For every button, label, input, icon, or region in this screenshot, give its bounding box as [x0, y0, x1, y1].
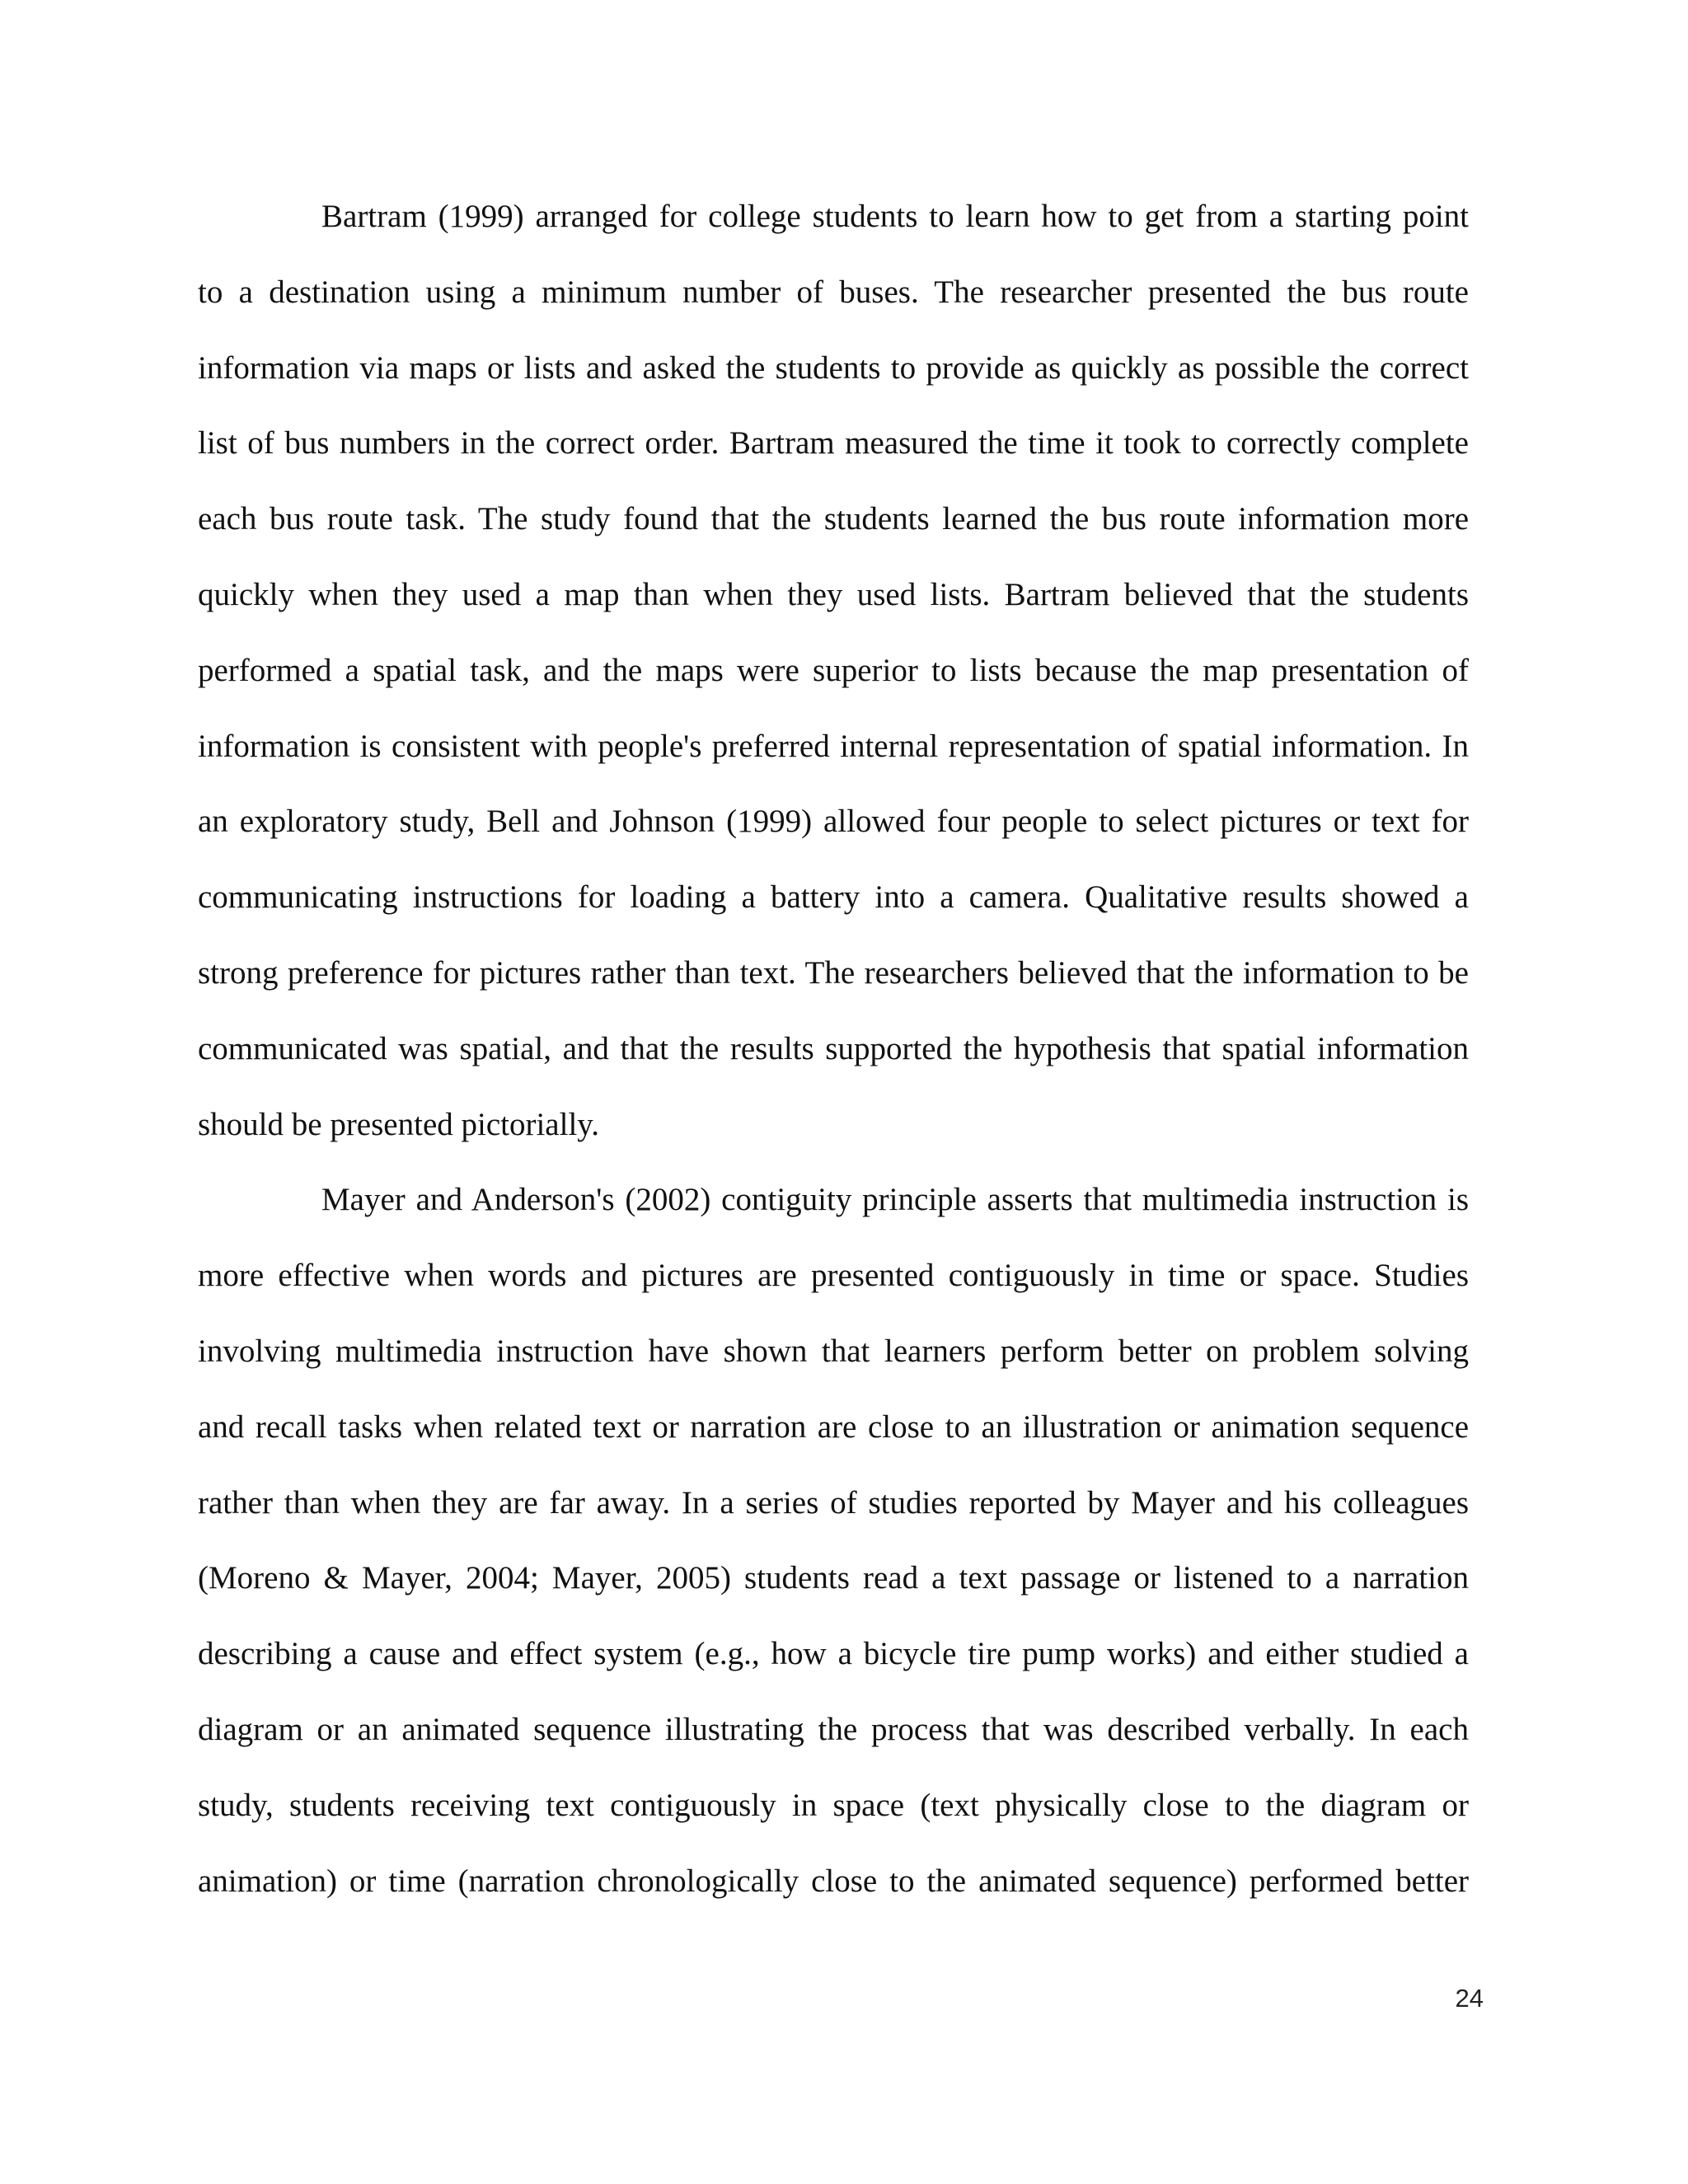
paragraph-1-line-9: an exploratory study, Bell and Johnson (1999) allowed four people to select pictures or text for [198, 804, 1469, 840]
paragraph-1-line-8: information is consistent with people's preferred internal representation of spatial information. In [198, 728, 1469, 764]
paragraph-2-line-6: (Moreno & Mayer, 2004; Mayer, 2005) students read a text passage or listened to a narration [198, 1560, 1469, 1596]
paragraph-2-line-9: study, students receiving text contiguously in space (text physically close to the diagram or [198, 1787, 1469, 1823]
paragraph-1-line-2: to a destination using a minimum number of buses. The researcher presented the bus route [198, 274, 1469, 310]
paragraph-1-line-3: information via maps or lists and asked the students to provide as quickly as possible the correct [198, 349, 1469, 386]
paragraph-2-line-10: animation) or time (narration chronologically close to the animated sequence) performed better [198, 1863, 1469, 1899]
paragraph-1-line-4: list of bus numbers in the correct order. Bartram measured the time it took to correctly complete [198, 425, 1469, 462]
page-number: 24 [1455, 1984, 1484, 2013]
paragraph-2-line-7: describing a cause and effect system (e.g., how a bicycle tire pump works) and either studied a [198, 1636, 1469, 1672]
paragraph-2-line-2: more effective when words and pictures are presented contiguously in time or space. Studies [198, 1258, 1469, 1294]
paragraph-2-line-4: and recall tasks when related text or narration are close to an illustration or animation sequence [198, 1408, 1469, 1445]
paragraph-2-line-5: rather than when they are far away. In a series of studies reported by Mayer and his colleagues [198, 1484, 1469, 1521]
paragraph-2-line-1: Mayer and Anderson's (2002) contiguity principle asserts that multimedia instruction is [321, 1182, 1469, 1218]
paragraph-1-line-11: strong preference for pictures rather than text. The researchers believed that the information to be [198, 954, 1469, 991]
paragraph-1-line-13: should be presented pictorially. [198, 1106, 600, 1142]
body-text [198, 195, 1469, 1935]
paragraph-2-line-3: involving multimedia instruction have shown that learners perform better on problem solving [198, 1333, 1469, 1369]
paragraph-1-line-6: quickly when they used a map than when they used lists. Bartram believed that the students [198, 576, 1469, 612]
paragraph-1-line-7: performed a spatial task, and the maps were superior to lists because the map presentation of [198, 652, 1469, 688]
paragraph-1-line-5: each bus route task. The study found that the students learned the bus route information more [198, 501, 1469, 537]
paragraph-1-line-1: Bartram (1999) arranged for college students to learn how to get from a starting point [321, 199, 1469, 234]
paragraph-2-line-8: diagram or an animated sequence illustrating the process that was described verbally. In each [198, 1711, 1469, 1747]
paragraph-1-line-10: communicating instructions for loading a battery into a camera. Qualitative results showed a [198, 879, 1469, 916]
paragraph-1-line-12: communicated was spatial, and that the results supported the hypothesis that spatial information [198, 1030, 1469, 1066]
